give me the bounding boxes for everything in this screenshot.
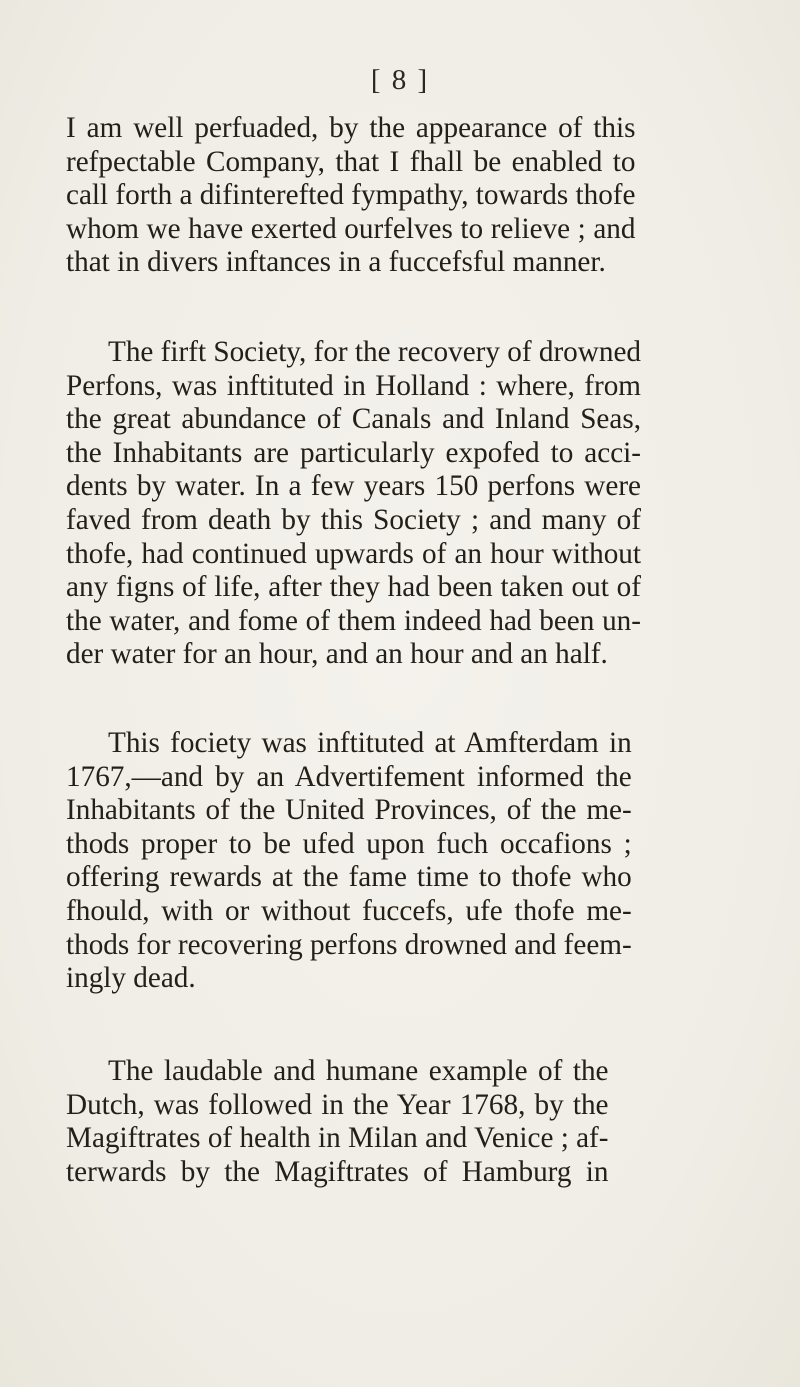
text-line: whom we have exerted ourfelves to relieve ; and [66, 212, 636, 245]
text-line: thofe, had continued upwards of an hour without [66, 537, 641, 570]
paragraph-3 [66, 727, 632, 996]
text-line: The firft Society, for the recovery of drowned [108, 336, 641, 368]
text-line: ingly dead. [66, 962, 196, 995]
text-line: Dutch, was followed in the Year 1768, by the [66, 1088, 609, 1121]
page-number-header: [ 8 ] [370, 64, 430, 96]
text-line: thods proper to be ufed upon fuch occafions ; [66, 827, 632, 860]
text-line: the Inhabitants are particularly expofed to acci- [66, 436, 641, 469]
text-line: 1767,—and by an Advertifement informed the [66, 760, 632, 793]
text-line: call forth a difinterefted fympathy, towards thofe [66, 179, 636, 212]
text-line: any figns of life, after they had been taken out of [66, 571, 641, 604]
text-line: This fociety was inftituted at Amfterdam in [108, 727, 632, 759]
text-line: offering rewards at the fame time to thofe who [66, 861, 632, 894]
text-line: terwards by the Magiftrates of Hamburg in [66, 1155, 609, 1188]
text-line: the water, and fome of them indeed had been un- [66, 604, 641, 637]
text-line: fhould, with or without fuccefs, ufe thofe me- [66, 894, 632, 927]
paragraph-1 [66, 112, 635, 280]
text-line: faved from death by this Society ; and many of [66, 503, 641, 536]
text-line: I am well perfuaded, by the appearance of this [66, 112, 636, 144]
text-line: that in divers inftances in a fuccefsful manner. [66, 246, 606, 279]
paragraph-2 [66, 336, 641, 672]
text-line: Magiftrates of health in Milan and Venice ; af- [66, 1122, 609, 1155]
text-line: dents by water. In a few years 150 perfons were [66, 470, 641, 503]
text-line: der water for an hour, and an hour and an half. [66, 638, 608, 671]
text-line: refpectable Company, that I fhall be enabled to [66, 145, 636, 178]
text-line: Inhabitants of the United Provinces, of the me- [66, 794, 632, 827]
text-line: The laudable and humane example of the [108, 1055, 609, 1087]
text-line: the great abundance of Canals and Inland Seas, [66, 403, 641, 436]
text-line: thods for recovering perfons drowned and feem- [66, 928, 632, 961]
paragraph-4 [66, 1055, 609, 1189]
text-line: Perfons, was inftituted in Holland : where, from [66, 369, 641, 402]
